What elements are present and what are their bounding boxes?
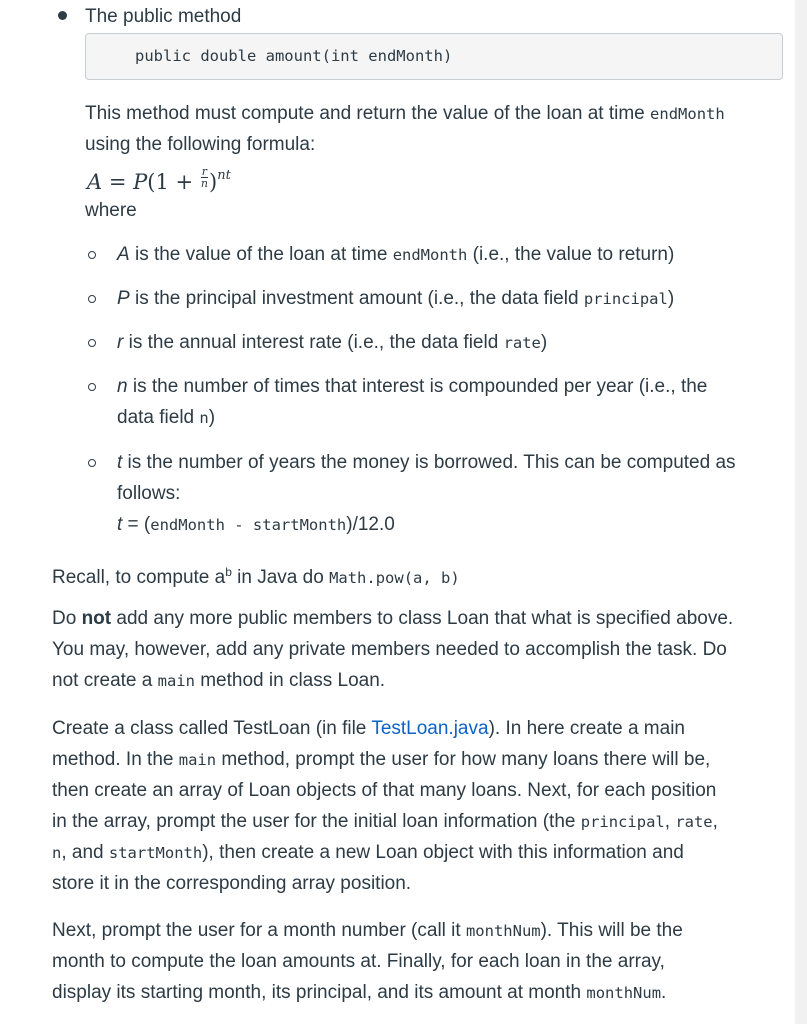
formula-exponent: nt xyxy=(217,168,231,183)
testloan-file-link[interactable]: TestLoan.java xyxy=(371,718,489,739)
testloan-paragraph: Create a class called TestLoan (in file TestLoan.java). In here create a main method. In the main method, prompt the user for how many loans there will be, then create an array of Loan objects of that many loans. Next, for each position in the array, prompt the user for the initial loan information (the principal, rate, n, and startMonth), then create a new Loan object with this information and store it in the corresponding array position. xyxy=(52,718,718,894)
formula-fraction: $\frac{r}{n}$ xyxy=(200,165,208,190)
bullet-circle-icon xyxy=(88,339,96,347)
method-signature: public double amount(int endMonth) xyxy=(135,47,453,65)
bullet-disc-icon xyxy=(58,11,67,20)
method-signature-block xyxy=(85,33,783,80)
bullet-circle-icon xyxy=(88,295,96,303)
years-formula: t = (endMonth - startMonth)/12.0 xyxy=(117,514,395,535)
bullet-circle-icon xyxy=(88,383,96,391)
bullet-circle-icon xyxy=(88,459,96,467)
method-bullet-label: The public method xyxy=(85,6,242,27)
recall-paragraph: Recall, to compute $a^b$ in Java do Math.pow(a, b) xyxy=(52,565,460,588)
code-math-pow: Math.pow(a, b) xyxy=(329,569,460,587)
page-scrollbar[interactable] xyxy=(795,0,807,1024)
restrictions-paragraph: Do not add any more public members to class Loan that what is specified above. You may, however, add any private members needed to accomplish the task. Do not create a main method in class Loan. xyxy=(52,608,734,691)
assignment-page: The public method public double amount(int endMonth) This method must compute and return the value of the loan at time endMonth using the following formula: A = P(1 + $\frac{r}{n}$ )$^{nt}$ where A is the value of the loan at time endMonth (i.e., the value to return) P is the principal investment amount (i.e., the data field principal) r is the annual interest rate (i.e., the data field rate) n is the number of times that interest is compounded per year (i.e., the data field n) t is the number of years the money is borrowed. This can be computed as follows: t = (endMonth - startMonth)/12.0 Recall, to compute $a^b$ in Java do Math.pow(a, b) Do not add any more public members to class Loan that what is specified above. You may, however, add any private members needed to accomplish the task. Do not create a main method in class Loan. Create a class called TestLoan (in file TestLoan.java). In here create a main method. In the main method, prompt the user for how many loans there will be, then create an array of Loan objects of that many loans. Next, for each position in the array, prompt the user for the initial loan information (the principal, rate, n, and startMonth), then create a new Loan object with this information and store it in the corresponding array position. Next, prompt the user for a month number (call it monthNum). This will be the month to compute the loan amounts at. Finally, for each loan in the array, display its starting month, its principal, and its amount at month monthNum. xyxy=(0,0,795,1024)
intro-paragraph: This method must compute and return the value of the loan at time endMonth using the following formula: xyxy=(85,103,725,155)
code-endMonth: endMonth xyxy=(650,105,725,123)
where-label: where xyxy=(85,200,137,221)
bullet-circle-icon xyxy=(88,251,96,259)
compound-interest-formula: A = P(1 + $\frac{r}{n}$ )$^{nt}$ xyxy=(87,165,231,194)
next-paragraph: Next, prompt the user for a month number (call it monthNum). This will be the month to compute the loan amounts at. Finally, for each loan in the array, display its starting month, its principal, and its amount at month monthNum. xyxy=(52,920,683,1003)
